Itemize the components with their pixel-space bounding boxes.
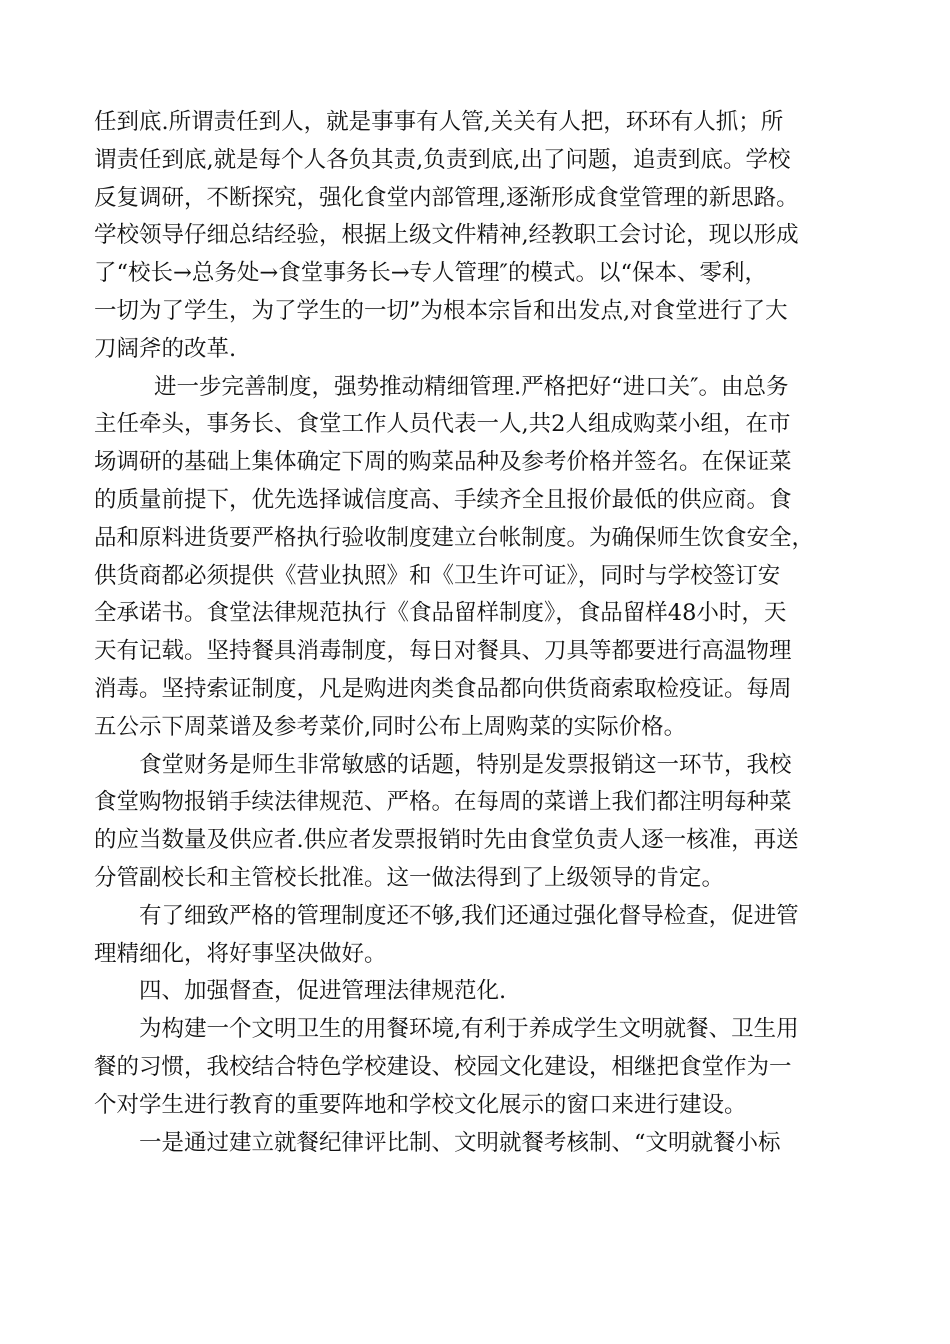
text-line: 分管副校长和主管校长批准。这一做法得到了上级领导的肯定。	[94, 864, 725, 891]
section-heading: 四、加强督查，促进管理法律规范化.	[139, 978, 507, 1005]
paragraph-first-line: 为构建一个文明卫生的用餐环境,有利于养成学生文明就餐、卫生用	[139, 1016, 799, 1043]
text-line: 反复调研，不断探究，强化食堂内部管理,逐渐形成食堂管理的新思路。	[94, 184, 799, 211]
text-line: 主任牵头，事务长、食堂工作人员代表一人,共2人组成购菜小组，在市	[94, 411, 791, 438]
paragraph-first-line: 食堂财务是师生非常敏感的话题，特别是发票报销这一环节，我校	[139, 751, 792, 778]
text-line: 天有记载。坚持餐具消毒制度，每日对餐具、刀具等都要进行高温物理	[94, 638, 792, 665]
text-line: 场调研的基础上集体确定下周的购菜品种及参考价格并签名。在保证菜	[94, 449, 792, 476]
text-line: 了“校长→总务处→食堂事务长→专人管理″的模式。以“保本、零利，	[94, 260, 767, 287]
text-line: 食堂购物报销手续法律规范、严格。在每周的菜谱上我们都注明每种菜	[94, 789, 792, 816]
body-text	[94, 104, 894, 1162]
text-line: 刀阔斧的改革.	[94, 335, 237, 362]
text-line: 消毒。坚持索证制度，凡是购进肉类食品都向供货商索取检疫证。每周	[94, 675, 792, 702]
text-line: 餐的习惯，我校结合特色学校建设、校园文化建设，相继把食堂作为一	[94, 1053, 792, 1080]
text-line: 供货商都必须提供《营业执照》和《卫生许可证》，同时与学校签订安	[94, 562, 781, 589]
text-line: 学校领导仔细总结经验，根据上级文件精神,经教职工会讨论，现以形成	[94, 222, 799, 249]
paragraph-first-line: 进一步完善制度，强势推动精细管理.严格把好“进口关″。由总务	[154, 373, 789, 400]
text-line: 的质量前提下，优先选择诚信度高、手续齐全且报价最低的供应商。食	[94, 486, 792, 513]
paragraph-first-line: 一是通过建立就餐纪律评比制、文明就餐考核制、“文明就餐小标	[139, 1129, 781, 1156]
paragraph-first-line: 有了细致严格的管理制度还不够,我们还通过强化督导检查，促进管	[139, 902, 799, 929]
text-line: 个对学生进行教育的重要阵地和学校文化展示的窗口来进行建设。	[94, 1091, 747, 1118]
text-line: 五公示下周菜谱及参考菜价,同时公布上周购菜的实际价格。	[94, 713, 687, 740]
text-line: 理精细化，将好事坚决做好。	[94, 940, 387, 967]
text-line: 谓责任到底,就是每个人各负其责,负责到底,出了问题，追责到底。学校	[94, 146, 791, 173]
text-line: 一切为了学生，为了学生的一切”为根本宗旨和出发点,对食堂进行了大	[94, 297, 788, 324]
text-line: 任到底.所谓责任到人，就是事事有人管,关关有人把，环环有人抓；所	[94, 109, 784, 135]
text-line: 品和原料进货要严格执行验收制度建立台帐制度。为确保师生饮食安全，	[94, 524, 815, 551]
text-line: 全承诺书。食堂法律规范执行《食品留样制度》，食品留样48小时，天	[94, 600, 787, 627]
text-line: 的应当数量及供应者.供应者发票报销时先由食堂负责人逐一核准，再送	[94, 827, 799, 854]
